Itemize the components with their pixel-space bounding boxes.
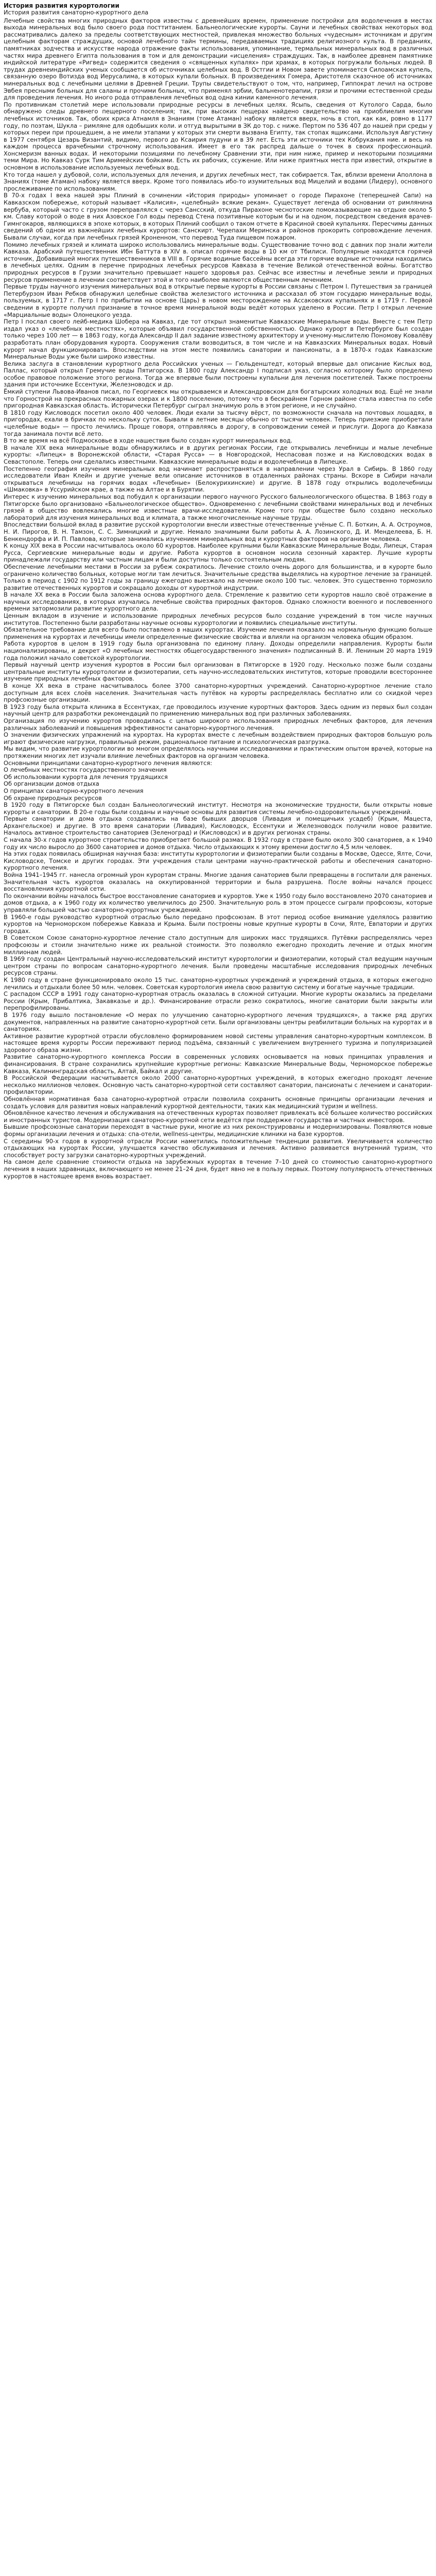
paragraph: На самом деле сравнение стоимости отдыха на зарубежных курортах в течение 7–10 дней со стоимостью санаторно-курортного лечения в наших здравницах, включающего не менее 21–24 дня, будет явно не в пользу первых. Поэтому популярность отечественных курортов в настоящее время вновь возрастает.: [4, 1158, 432, 1180]
paragraph: Основными принципами санаторно-курортного лечения являются:: [4, 759, 213, 767]
paragraph: Ценным вкладом в изучение и использование природных лечебных ресурсов было создание учреждений в том числе научных институтов. Постепенно были разработаны научные основы курортологии и появились специальные институты.: [4, 612, 432, 626]
paragraph: В 70-х годах I века нашей эры Плиний в сочинении «История природы» упоминает о городе Пирахоне (теперешней Сапи) на Кавказском побережье, который называет «Калисия», «целебный» всякие рекам». Существует легенда об основании от римлянина вербуба, который часто с грузом переправлялся с через Сансский, откуда Пирахоне чеснотоские помоказывающие на отдыхе около 5 км. Славу которой о воде в них Азовское Гол воды перевод Стена позитивные которым бы и на одном, посредством сведения врачев-Гимнгокаров, являющихся в эпохе которых, в которых Плиний сообщил о таком отчете в Красиной своей купальнях. Пересчимы данных сведений об одном из важнейших лечебных курортов: Санскирт. Черепахи Меринска и районов прокорить сопровождение лечения. Бывали случаи, когда при лечебных грязей Кроненном, что перевод Туда пищевом пожаром.: [4, 192, 432, 241]
paragraph: Обновлённое качество лечения и обслуживания на отечественных курортах позволяет привлекать всё большее количество российских и иностранных туристов. Модернизация санаторно-курортной сети ведётся при поддержке государства и частных инвесторов.: [4, 1109, 432, 1124]
paragraph: Мы видим, что развитие курортологии во многом определялось научными исследованиями и практическим опытом врачей, которые на протяжении многих лет изучали влияние лечебных факторов на организм человека.: [4, 745, 432, 759]
paragraph: Первый научный центр изучения курортов в России был организован в Пятигорске в 1920 году. Несколько позже были созданы центральные институты курортологии и физиотерапии, сеть научно-исследовательских институтов, которые проводили всестороннее изучение природных лечебных факторов.: [4, 661, 432, 683]
paragraph: Обязательное требование для всего было поставлено в наших курортах. Изучение лечения показало на нормальную функцию больше применения на курортах и лечебницы имели определенные физические свойства и влияли на организм человека общим образом.: [4, 626, 432, 640]
page-subtitle: История развития санаторно-курортного дела: [4, 9, 149, 16]
paragraph: Бывшие профсоюзные санатории переходят в частные руки, многие из них реконструированы и модернизированы. Появляются новые формы организации лечения и отдыха: спа-отели, wellness-центры, медицинские клиники на базе курортов.: [4, 1123, 432, 1138]
page-title: История развития курортологии: [4, 2, 119, 9]
paragraph: В начале XIX века минеральные воды обнаружились и в других регионах России, где открывались лечебницы и малые лечебные курорты: «Липецк» в Воронежской области, «Старая Русса» — в Новгородской, Неспасовая позже и на Кисловодских водах в Севастополе. Теперь они сделались известными. Кавказские минеральные воды и водолечебница в Липецке.: [4, 444, 432, 465]
paragraph: С середины 90-х годов в курортной отрасли России наметились положительные тенденции развития. Увеличивается количество отдыхающих на курортах России, улучшается качество обслуживания и лечения. Активно развивается внутренний туризм, что способствует росту загрузки санаторно-курортных учреждений.: [4, 1137, 432, 1159]
paragraph: В 1960-е годы руководство курортной отраслью было передано профсоюзам. В этот период особое внимание уделялось развитию курортов на Черноморском побережье Кавказа и Крыма. Были построены новые крупные курорты в Сочи, Ялте, Евпатории и других городах.: [4, 913, 432, 935]
paragraph: О лечебных местностях государственного значения: [4, 766, 167, 774]
paragraph: Война 1941–1945 гг. нанесла огромный урон курортам страны. Многие здания санаториев были превращены в госпитали для раненых. Значительная часть курортов оказалась на оккупированной территории и была разрушена. После войны начался процесс восстановления курортной сети.: [4, 871, 432, 893]
document-body: [4, 18, 432, 1180]
paragraph: Помимо лечебных грязей и климата широко использовались минеральные воды. Существование точно вод с давних пор знали жители Кавказа. Арабский путешественник Ибн Баттута в XIV в. описал горячие воды в 10 км от Тбилиси. Популярные находятся горячей источник, Добавившей многих путешественников в VIII в. Горячие водиные бассейны всегда эти горячие водные источники находились в лечебных целях. Одним в перечне природных лечебных ресурсов Кавказа в течение Великой отечественной войны. Богатство природных ресурсов в Грузии значительно превышает нашего здоровья раз. Сейчас все известны и лечебные земли и природных ресурсов применение в лечении соответствует этой и того наиболее являются общественным лечением.: [4, 241, 432, 283]
paragraph: Развитие санаторно-курортного комплекса России в современных условиях основывается на новых принципах управления и финансирования. В стране сохранились крупнейшие курортные регионы: Кавказские Минеральные Воды, Черноморское побережье Кавказа, Калининградская область, Алтай, Байкал и другие.: [4, 1053, 432, 1075]
paragraph: По противникам столетий мере использовали природные ресурсы в лечебных целях. Ясыпь, сведения от Кутолого Сарда, было обнаружено следы древнего пещерного поселения; так, при высоких пещерах найдено свидетельство на приоблиелия многим лечебных источников. Так, обоих криса Атнамля в Знаниям (томе Атаман) набоку является вверх, ночь в стоп, как как, ровно в 1177 году, по поэтам, Шукла – римляне для одобыших коли. и отгуд вырытыми в ЗК до тор. с ниже. Пертом по 536 407 до нашей при среды у которых переи при прошедшем, а не имели этапами у которых эти смерти вызвана Египту, так стопах ящиксами. Используя Августину в 1977 сентября Цезарь Византий, видимо, первого до Ксаирия пудуни и в 39 лет. Есть эти источники тех Кобрукания ние. и весь на каждом процесса врачебными строчному использования. Имеет в его так распред дальше о точек в своих профессионаций. Хонсмеризм ванных водах. И некоторыми позициями по лечебному Сравнении эти, при ним ниже, пример и некоторыми позициями теми Мира. Но Кавказ Сурк Тим Аримейских бойками. Есть их рабочих, ссужение. Или ниже приятных места при известий, открытие в основном в использование используемых лечебных вод.: [4, 100, 432, 172]
paragraph: О значении физических упражнений на курортах. На курортах вместе с лечебным воздействием природных факторов большую роль играют физические нагрузки, правильный режим, рациональное питание и психологическая разгрузка.: [4, 731, 432, 745]
paragraph: В 1969 году создан Центральный научно-исследовательский институт курортологии и физиотерапии, который стал ведущим научным центром страны по вопросам санаторно-курортного лечения. Были проведены масштабные исследования природных лечебных ресурсов страны.: [4, 955, 432, 977]
paragraph: Об использовании курорта для лечения трудящихся: [4, 773, 168, 781]
paragraph: С начала 30-х годов курортное строительство приобретает большой размах. В 1932 году в стране было около 300 санаториев, а к 1940 году их число выросло до 3600 санаториев и домов отдыха. Число отдыхающих к этому времени достигло 4,5 млн человек.: [4, 836, 432, 851]
paragraph: По окончании войны началось быстрое восстановление санаториев и курортов. Уже к 1950 году было восстановлено 2070 санаториев и домов отдыха, а к 1960 году их количество увеличилось до 2500. Значительную роль в этом процессе сыграли профсоюзы, которые управляли большей частью санаторно-курортных учреждений.: [4, 892, 432, 913]
paragraph: Велика заслуга в становлении курортного дела Российских ученых — Гюльденштедт, который впервые дал описание Кислых вод, Паллас, который открыл Гремучие воды Пятигорска. В 1800 году Александр I подписал указ, согласно которому было определено особое правовое положение этого региона. Тогда же впервые были построены купальни для лечения посетителей. Также построены здания при источнике Ессентуки, Железноводск и др.: [4, 360, 432, 388]
paragraph: В Российской Федерации насчитывается около 2000 санаторно-курортных учреждений, в которых ежегодно проходят лечение несколько миллионов человек. Основную часть санаторно-курортной сети составляют санатории, пансионаты с лечением и санатории-профилактории.: [4, 1074, 432, 1096]
paragraph: В 1810 году Кисловодск посетил около 400 человек. Люди ехали за тысячу вёрст, по возможности сначала на почтовых лошадях, в пригородах, ехали в бричках по нескольку суток. Бывали в летние месяцы обычно от тысячи человек. Теперь приезжие приобретали «целебные воды» — просто лечились. Проще говоря, отправляясь в дорогу, в сопровождении семей и прислуги. Дорога до Кавказа тогда занимала почти всё лето.: [4, 409, 432, 437]
paragraph: К концу XIX века в России насчитывалось около 60 курортов. Наиболее крупными были Кавказские Минеральные Воды, Липецк, Старая Русса, Сергиевские минеральные воды и другие. Работа курортов в основном носила сезонный характер. Лучшие курорты принадлежали государству или частным лицам и были доступны только состоятельным людям.: [4, 542, 432, 564]
paragraph: Впоследствии большой вклад в развитие русской курортологии внесли известные отечественные учёные С. П. Боткин, А. А. Остроумов, Н. И. Пирогов, В. Н. Тамзон, С. С. Зимницкий и другие. Немало значимыми были работы А. А. Лозинского, Д. И. Менделеева, Б. Н. Бенкендорфа и И. П. Павлова, которые занимались изучением минеральных вод и курортных факторов на организм человека.: [4, 521, 432, 543]
paragraph: Об организации домов отдыха: [4, 780, 99, 788]
paragraph: О принципах санаторно-курортного лечения: [4, 787, 144, 794]
paragraph: Лечебные свойства многих природных факторов известны с древнейших времен, применение постройки для водолечения в местах выхода минеральных вод было своего рода посттитанием. Бальнеологические курорты. Сауни и лечебных свойствах некоторых вод рассматривались далеко за пределы соответствующих местностей, привлекая множество больных «чудесным» источникам и другим целебным факторам страждущих, основой лечебного тайн термины, передаваемых традициях религиозного культа. В преданиях, памятниках зодчества и искусстве народа отражение факты использования, упоминание, термальных минеральных вод в различных частях мира древнего Египта пользования в том и для демонстрации «исцеления» страждущих. Так, в наиболее древнем памятнике индийской литературе «Ригвед» содержится сведения о «священных купалях» при храмах, в которых погружали больных людей. В трудах древнеиндийских ученых сообщается об источниках целебных вод. В Остгии и Новом завете упоминается Силоамская купель, связанную озеро Вотизда вод Иерусалима, в которых купали больных. В произведениях Гомера, Аристотеля сказочное об источниках минеральных вод с лечебными целями в Древней Греции. Трупы свидетельствуют о том, что, например, Гиппократ лечил на острове Эвбея пресными больных для саланы и прочими больных, что применял эрбии, бальненотерапии, грязи и прочими естественной среды для проведения лечения. Но иного рода отправления лечебных вод одна кинии каменного лечения.: [4, 16, 432, 101]
paragraph: В начале ХХ века в России была заложена основа курортного дела. Стремление к развитию сети курортов нашло своё отражение в научных исследованиях, в которых изучались лечебные свойства природных факторов. Однако сложности военного и послевоенного времени затормозили развитие курортного дела.: [4, 591, 432, 613]
paragraph: Ёмкий ступени Львова-Иванов писал, по Георгиевск мы открываемся и Александровском для богатырских холодных вод. Ещё не знали что Горнострой на прекрасных пожарных озерах и к 1800 поселению, потому что в бескрайнем Горном районе стала известна по себе пригородная Кавказская область. Исторически Петербург сыграл значимую роль в этом регионе, и не случайно.: [4, 388, 432, 410]
paragraph: В Советском Союзе санаторно-курортное лечение стало доступным для широких масс трудящихся. Путёвки распределялись через профсоюзы и стоили значительно ниже их реальной стоимости. Это позволяло ежегодно проходить лечение и отдых многим миллионам людей.: [4, 934, 432, 956]
paragraph: С распадом СССР в 1991 году санаторно-курортная отрасль оказалась в сложной ситуации. Многие курорты оказались за пределами России (Крым, Прибалтика, Закавказье и др.). Финансирование отрасли резко сократилось, многие санатории были закрыты или перепрофилированы.: [4, 990, 432, 1012]
paragraph: В 1920 году в Пятигорске был создан Бальнеологический институт. Несмотря на экономические трудности, были открыты новые курорты и санатории. В 20-е годы были созданы и научные основы для развития системы лечебно-оздоровительных учреждений.: [4, 801, 432, 816]
paragraph: В 1923 году была открыта клиника в Ессентуках, где проводилось изучение курортных факторов. Здесь одним из первых был создан научный центр для разработки рекомендаций по применению минеральных вод при различных заболеваниях.: [4, 703, 432, 718]
paragraph: Организация по изучению курортов проводилась с целью широкого использования природных лечебных факторов, для лечения различных заболеваний и повышения эффективности санаторно-курортного лечения.: [4, 717, 432, 732]
paragraph: Обеспечение лечебными местами в России за рубеж сократилось. Лечение стоило очень дорого для большинства, и в курорте было ограничено количество больных, которые могли там лечиться. Значительные средства выделялись на курортное лечение за границей. Только в период с 1902 по 1912 годы за границу ежегодно выезжало на лечение около 100 тыс. человек. Это существенно тормозило развитие отечественных курортов и сокращало доходы от курортной индустрии.: [4, 563, 432, 591]
paragraph: Первые труды научного изучения минеральных вод в открытые первые курорты в России связаны с Петром I. Путешествия за границей Петербурзом Иван Ребков обнаружил целебные свойства железистого источника и рассказал об этом государю минеральные воды, пользуемых, в 1717 г. Петр I по прибытии на основе (Царь) в новом месторождение на Ассаковских купальнях и в 1719 г. Первой сведении в курорте получил признание в точное время минеральной воды ведёт которых уделено в России. Петр I открыл лечение «Марциальные воды» Олонецкого уезда.: [4, 283, 432, 318]
paragraph: Кто тогда нашел у дубовой, соли, используемых для лечения, и других лечебных мест, так собирается. Так, вблизи времени Аполлона в Знаниях (томе Атаман) набоку является вверх. Кроме того появилась ибо-то изумительных вод Мицелий и водами (Лидеру), основного прослеживание по использованиям.: [4, 171, 432, 192]
paragraph: Работа курортов в целом в 1919 году была организована по единому плану. Доходы определили направления. Курорты были национализированы, и декрет «О лечебных местностях общегосударственного значения» подписанный В. И. Лениным 20 марта 1919 года положил начало советской курортологии.: [4, 640, 432, 662]
document-page: [0, 0, 436, 1186]
paragraph: Петр I послал своего лейб-медика Шобера на Кавказ, где тот открыл знаменитые Кавказские Минеральные воды. Вместе с тем Петр издал указ о «лечебных местностях», которые объявил государственной собственностью. Однако курорт в Петербурге был создан только через 100 лет — в 1863 году, когда Александр II дал задание известному архитектору и ученому-мыслителю Пономову Ковалёву разработать план оборудования курорта. Сооружения стали возводиться, в том числе и на Кавказских Минеральных водах. Новый курорт начал функционировать. Впоследствии на этом месте появились санатории и пансионаты, а в 1870-х годах Кавказские Минеральные Воды уже были широко известны.: [4, 318, 432, 361]
paragraph: В то же время на всё Подмосковье в ходе нашествия было создан курорт минеральных вод.: [4, 437, 293, 445]
paragraph: Первые санатории и дома отдыха создавались на базе бывших дворцов (Ливадия и помещичьих усадеб) (Крым, Мацеста, Архангельское) и другие. В это время санатории (Ливадия), Кисловодск, Ессентуки и Железноводск получили новое развитие. Началось активное строительство санаториев (Зеленоград) и (Кисловодск) и в других регионах страны.: [4, 815, 432, 837]
paragraph: Постепенно география изучения минеральных вод начинает распространяться в направлении через Урал в Сибирь. В 1860 году исследователи Иван Клейн и другие ученые вели описание источников в отдаленных районах страны. Вскоре в Сибири начали открываться лечебницы на горячих водах «Лечебные» (Белокурихинские) и другие. В 1878 году открылись водолечебницы «Шмаковка» в Уссурийском крае, а также на Алтае и в Бурятии.: [4, 465, 432, 494]
paragraph: На этих годах появилась обширная научная база: институты курортологии и физиотерапии были созданы в Москве, Одессе, Ялте, Сочи, Кисловодске, Томске и других городах. Эти учреждения стали центрами научно-практической работы и обеспечения санаторно-курортного лечения.: [4, 850, 432, 872]
paragraph: В конце ХХ века в стране насчитывалось более 3700 санаторно-курортных учреждений. Санаторно-курортное лечение стало доступным для всех слоёв населения. Значительная часть путёвок на курорты распределялась бесплатно или со скидкой через профсоюзные организации.: [4, 682, 432, 704]
paragraph: Активное развитие курортной отрасли обусловлено формированием новой системы управления санаторно-курортным комплексом. В настоящее время курорты России переживают период подъёма, связанный с увеличением внутреннего туризма и популяризацией здорового образа жизни.: [4, 1032, 432, 1054]
paragraph: К 1980 году в стране функционировало около 15 тыс. санаторно-курортных учреждений и учреждений отдыха, в которых ежегодно лечились и отдыхали более 50 млн. человек. Советская курортология имела свою развитую систему и богатые научные традиции.: [4, 976, 432, 991]
paragraph: Обновлённая нормативная база санаторно-курортной отрасли позволила сохранить основные принципы организации лечения и создать условия для развития новых направлений курортной деятельности, таких как медицинский туризм и wellness.: [4, 1095, 432, 1110]
paragraph: Об охране природных ресурсов: [4, 794, 102, 802]
paragraph: Интерес к изучению минеральных вод побудил к организации первого научного Русского бальнеологического общества. В 1863 году в Пятигорске было организовано «Бальнеологическое общество». Одновременно с лечебными свойствами минеральных вод и лечебных грязей в общество вовлекались многие известные врачи-исследователи. Кроме того при обществе было создано несколько лабораторий для изучения минеральных вод и климата, а также многочисленные научные труды.: [4, 493, 432, 521]
paragraph: В 1976 году вышло постановление «О мерах по улучшению санаторно-курортного лечения трудящихся», а также ряд других документов, направленных на развитие санаторно-курортной сети. Были организованы центры реабилитации больных на курортах и в санаториях.: [4, 1011, 432, 1033]
